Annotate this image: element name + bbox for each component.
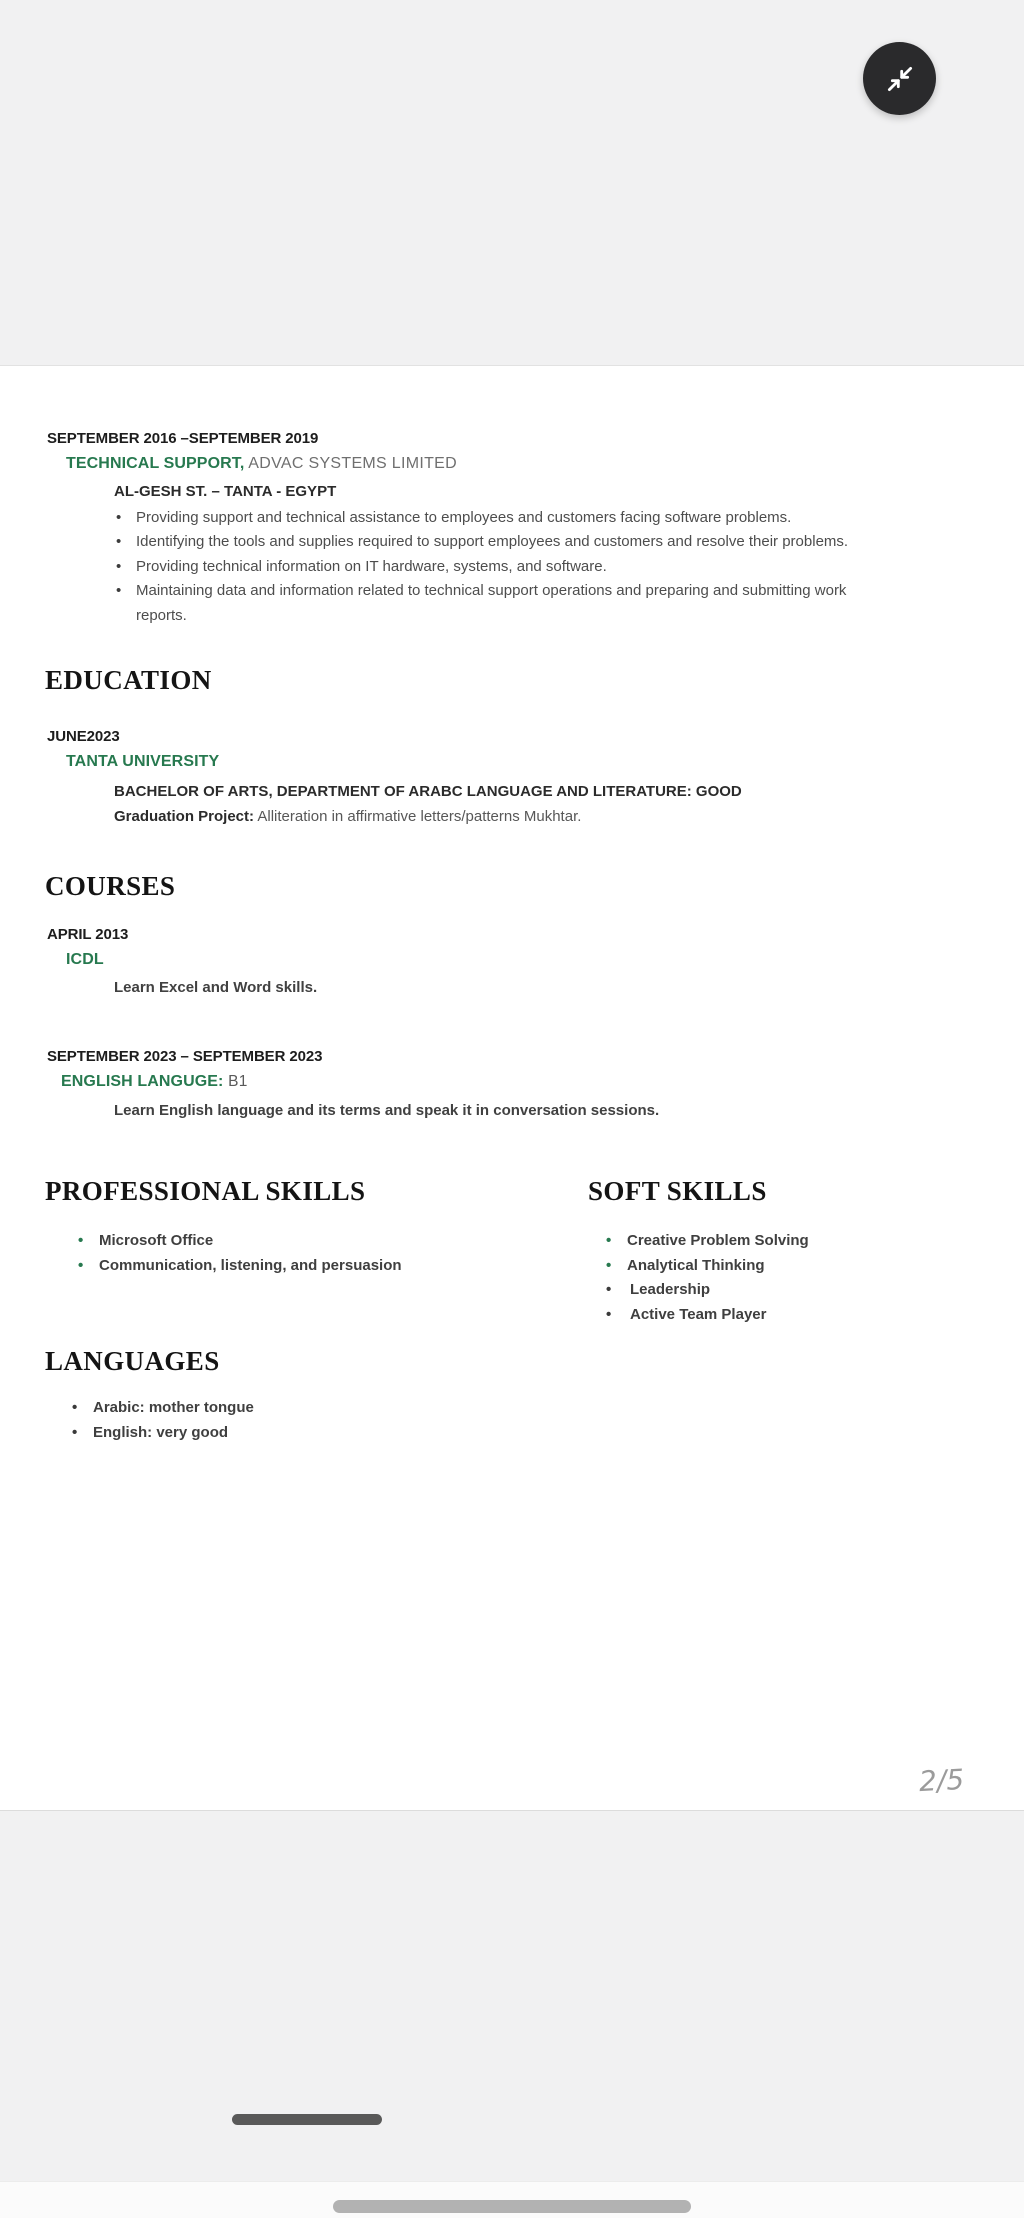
experience-location: AL-GESH ST. – TANTA - EGYPT xyxy=(114,483,337,500)
course-date: APRIL 2013 xyxy=(47,926,129,943)
course-level: B1 xyxy=(223,1073,248,1090)
education-degree: BACHELOR OF ARTS, DEPARTMENT OF ARABC LANGUAGE AND LITERATURE: GOOD xyxy=(114,783,742,800)
skill-item: • Microsoft Office xyxy=(76,1229,402,1254)
experience-bullet: • Identifying the tools and supplies required to support employees and customers and resolve their problems. xyxy=(110,530,880,554)
home-indicator[interactable] xyxy=(333,2200,691,2213)
languages-heading: LANGUAGES xyxy=(45,1346,220,1376)
scrubber-handle[interactable] xyxy=(232,2114,382,2125)
education-school: TANTA UNIVERSITY xyxy=(66,753,220,770)
soft-skills-heading: SOFT SKILLS xyxy=(588,1176,767,1206)
professional-skills-list xyxy=(76,1229,402,1278)
skill-item: • Analytical Thinking xyxy=(604,1254,809,1279)
experience-role: TECHNICAL SUPPORT, xyxy=(66,455,245,472)
skill-item: • Communication, listening, and persuasion xyxy=(76,1254,402,1279)
experience-date-range: SEPTEMBER 2016 –SEPTEMBER 2019 xyxy=(47,430,319,447)
page-indicator: 2/5 xyxy=(918,1762,965,1799)
skill-item: • Creative Problem Solving xyxy=(604,1229,809,1254)
experience-bullet: • Maintaining data and information related to technical support operations and preparing and submitting work reports. xyxy=(110,579,880,628)
experience-bullet-list xyxy=(110,506,880,628)
experience-bullet: • Providing technical information on IT hardware, systems, and software. xyxy=(110,555,880,579)
language-item: • Arabic: mother tongue xyxy=(70,1396,254,1421)
education-project-line xyxy=(114,808,581,825)
skill-item: • Leadership xyxy=(604,1278,809,1303)
experience-company: ADVAC SYSTEMS LIMITED xyxy=(244,455,457,472)
courses-heading: COURSES xyxy=(45,871,176,901)
course-description: Learn Excel and Word skills. xyxy=(114,979,318,996)
resume-page xyxy=(0,365,1024,1811)
education-project-label: Graduation Project: xyxy=(114,808,255,825)
languages-list xyxy=(70,1396,254,1445)
education-project-text: Alliteration in affirmative letters/patterns Mukhtar. xyxy=(254,808,582,825)
education-date: JUNE2023 xyxy=(47,728,120,745)
skill-item: • Active Team Player xyxy=(604,1303,809,1328)
experience-role-line xyxy=(66,455,457,473)
course-description: Learn English language and its terms and speak it in conversation sessions. xyxy=(114,1102,660,1119)
language-item: • English: very good xyxy=(70,1421,254,1446)
course-title-line xyxy=(61,1073,248,1091)
collapse-button[interactable] xyxy=(863,42,936,115)
course-date: SEPTEMBER 2023 – SEPTEMBER 2023 xyxy=(47,1048,323,1065)
education-heading: EDUCATION xyxy=(45,665,212,695)
collapse-arrows-icon xyxy=(883,62,917,96)
course-title: ICDL xyxy=(66,951,104,968)
soft-skills-list xyxy=(604,1229,809,1327)
course-title: ENGLISH LANGUGE: xyxy=(61,1073,224,1090)
professional-skills-heading: PROFESSIONAL SKILLS xyxy=(45,1176,366,1206)
experience-bullet: • Providing support and technical assistance to employees and customers facing software problems. xyxy=(110,506,880,530)
